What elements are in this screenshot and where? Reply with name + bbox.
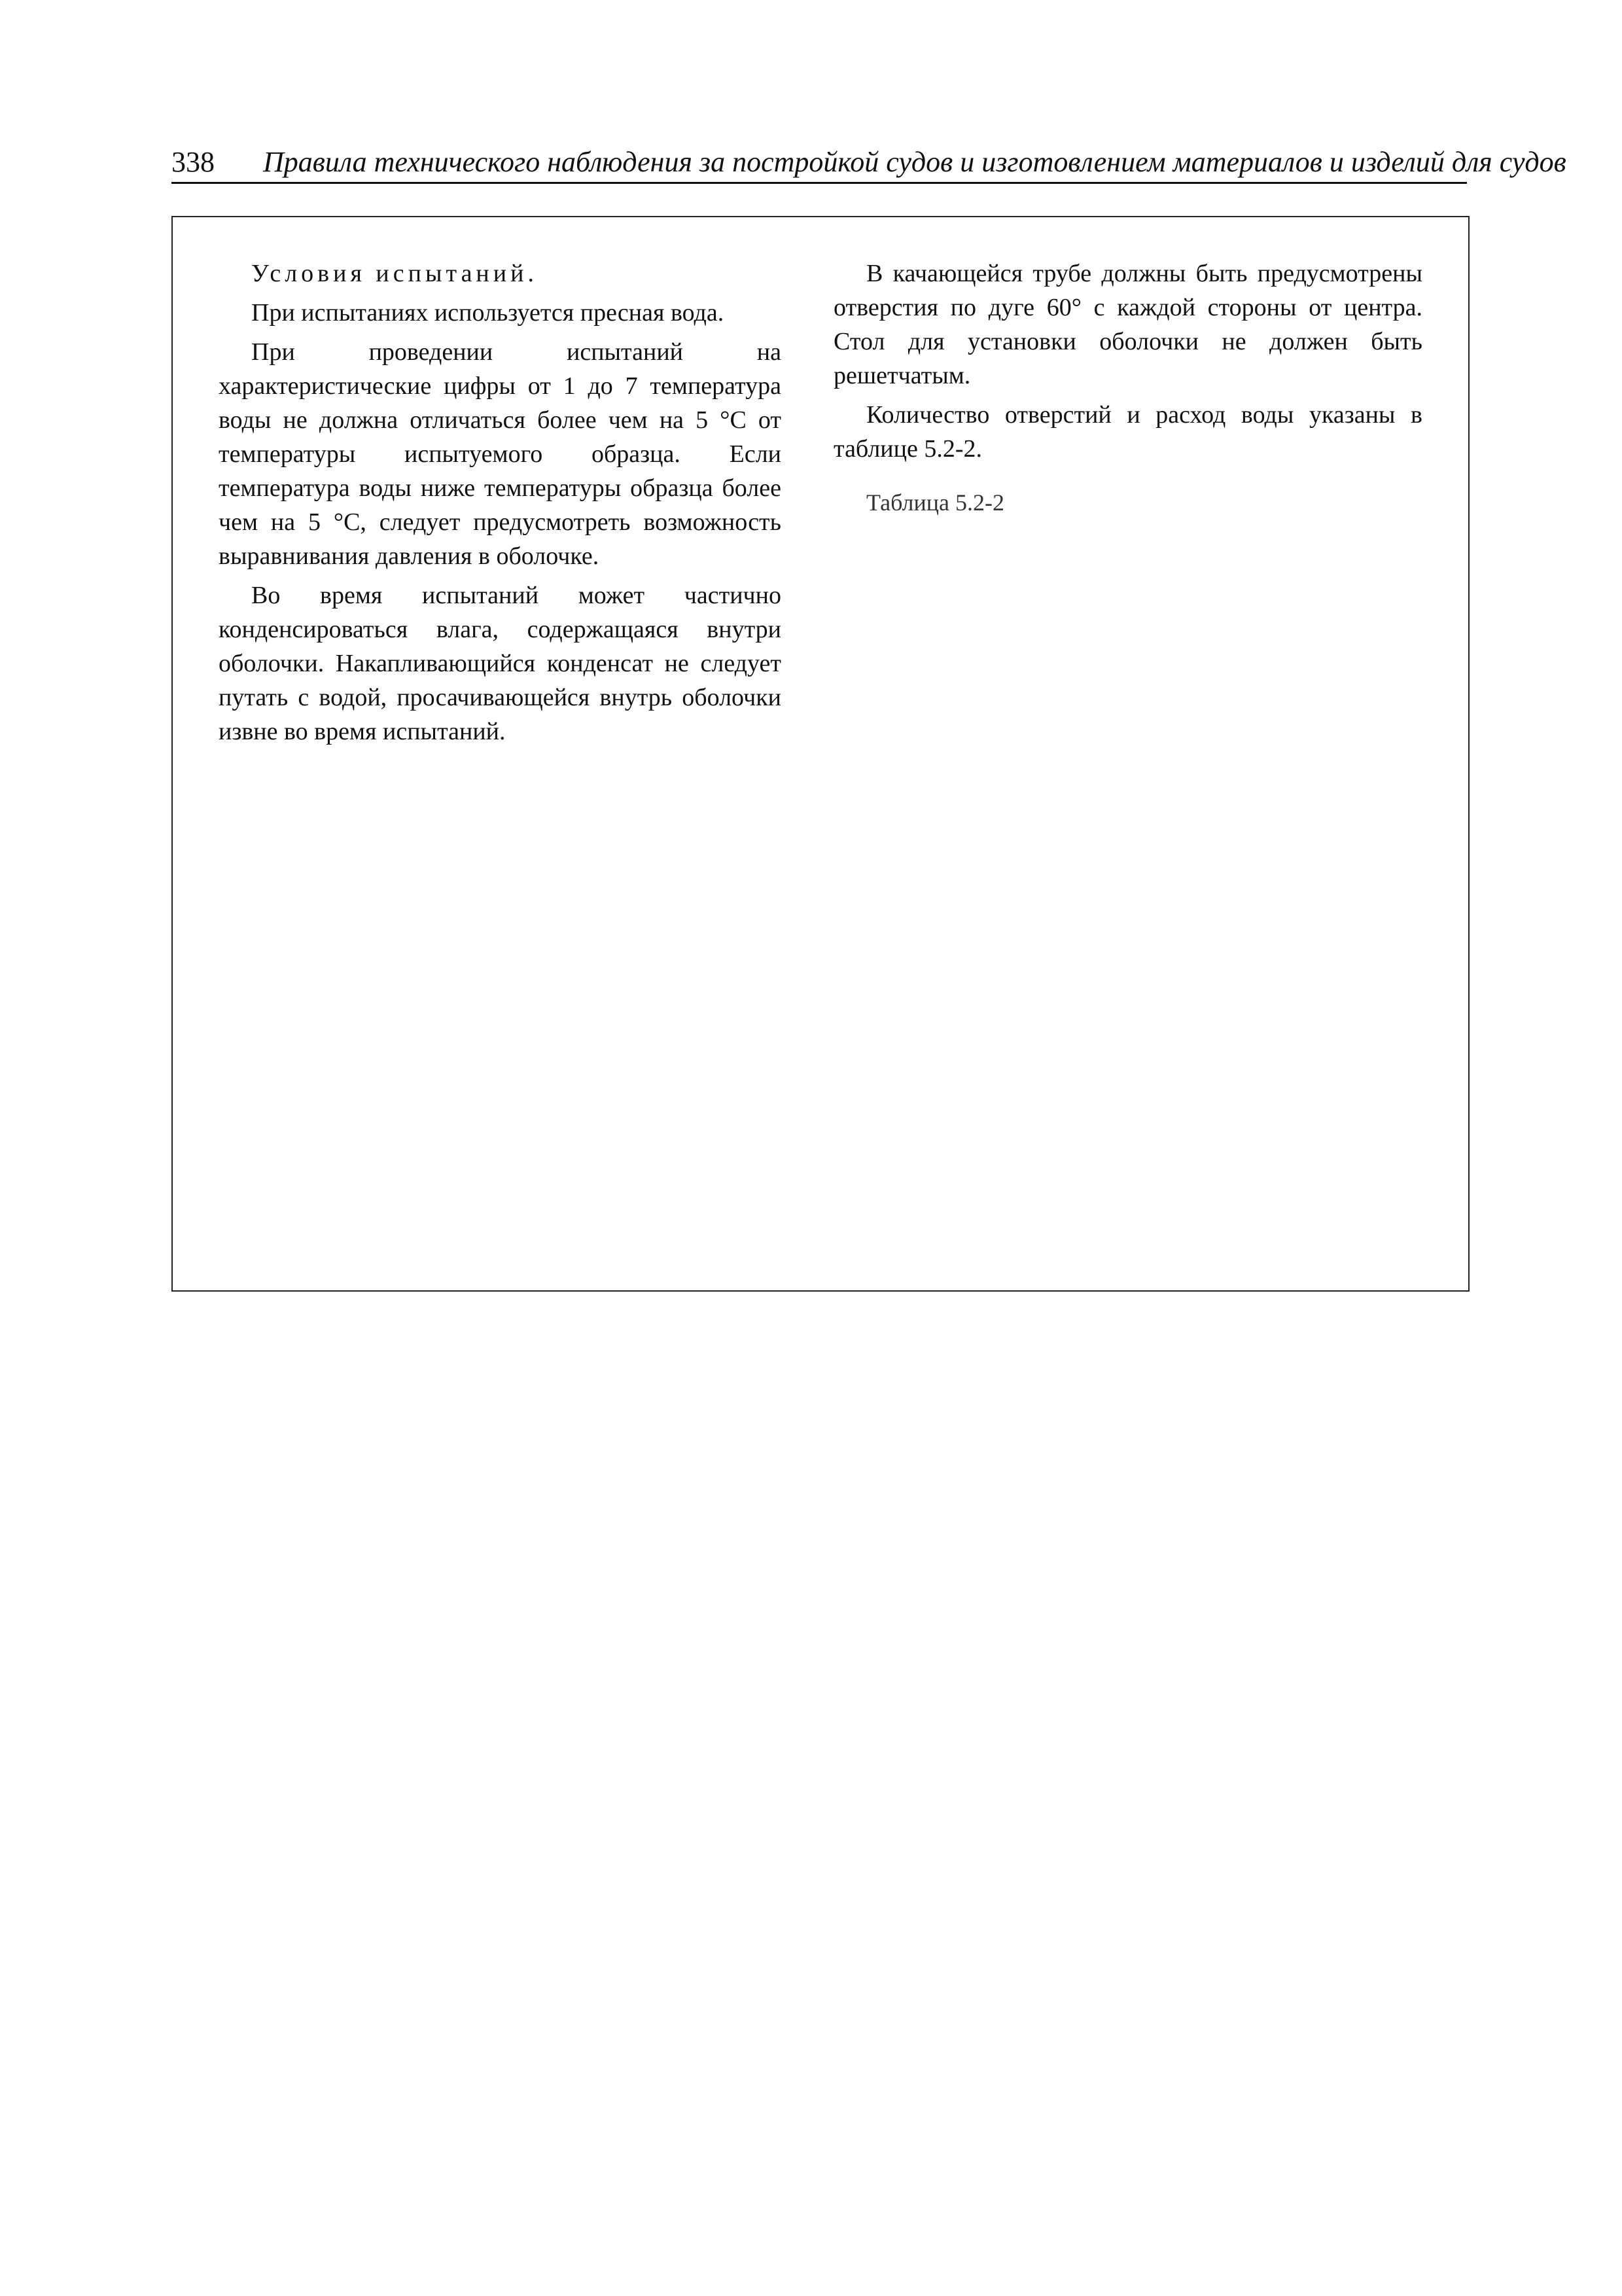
section-heading: Условия испытаний. bbox=[251, 260, 538, 287]
paragraph: При испытаниях используется пресная вода. bbox=[251, 299, 724, 327]
content-card bbox=[171, 216, 1470, 1292]
left-column bbox=[219, 256, 781, 754]
paragraph: Количество отверстий и расход воды указаны в таблице 5.2-2. bbox=[834, 401, 1422, 463]
running-title: Правила технического наблюдения за постройкой судов и изготовлением материалов и изделий для судов bbox=[263, 146, 1566, 178]
page-number: 338 bbox=[171, 146, 215, 178]
paragraph: Во время испытаний может частично конденсироваться влага, содержащаяся внутри оболочки. Накапливающийся конденсат не следует путать с водой, просачивающейся внутрь оболочки извне во время испытаний. bbox=[219, 582, 781, 745]
right-column bbox=[834, 256, 1422, 525]
table-label: Таблица 5.2-2 bbox=[866, 489, 1004, 516]
paragraph: При проведении испытаний на характеристические цифры от 1 до 7 температура воды не должна отличаться более чем на 5 °C от температуры испытуемого образца. Если температура воды ниже температуры образца более чем на 5 °C, следует предусмотреть возможность выравнивания давления в оболочке. bbox=[219, 338, 781, 570]
paragraph: В качающейся трубе должны быть предусмотрены отверстия по дуге 60° с каждой стороны от центра. Стол для установки оболочки не должен быть решетчатым. bbox=[834, 260, 1422, 389]
running-header bbox=[171, 145, 1566, 184]
